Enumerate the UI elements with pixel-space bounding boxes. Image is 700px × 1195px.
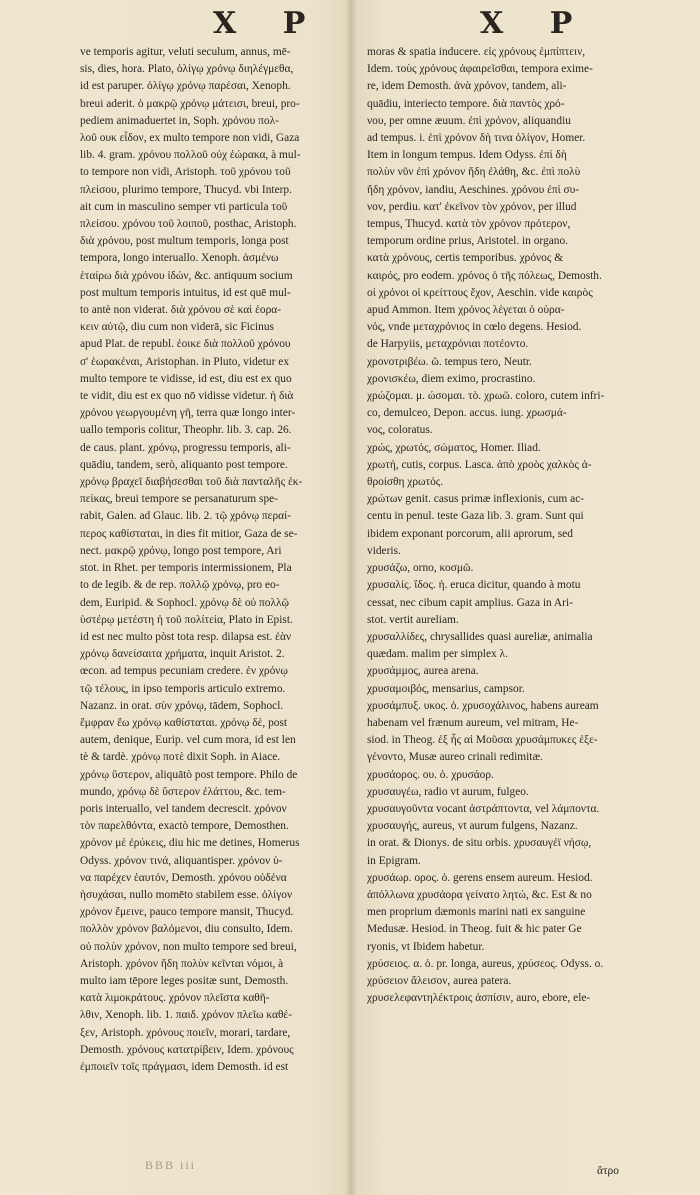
text-line: ryonis, vt Ibidem habetur.	[367, 940, 485, 953]
text-line: Nazanz. in orat. σὺν χρόνῳ, tādem, Sophocl.	[80, 699, 284, 712]
text-line: quædam. malim per simplex λ.	[367, 648, 508, 661]
text-line: tempora, longo interuallo. Xenoph. ἀσμένω	[80, 252, 279, 265]
signature-mark: BBB iii	[145, 1158, 197, 1172]
text-line: πλείσου, plurimo tempore, Thucyd. vbi Interp.	[80, 183, 292, 196]
text-line: χρυσαλίς. ἴδος. ἡ. eruca dicitur, quando à motu	[367, 579, 581, 592]
text-line: œcon. ad tempus pecuniam credere. ἐν χρόνῳ	[80, 665, 288, 678]
text-line: ξεν, Aristoph. χρόνους ποιεῖν, morari, tardare,	[80, 1026, 291, 1039]
text-line: περος καθίσταται, in dies fit mitior, Gaza de se-	[80, 527, 298, 540]
text-line: dem, Euripid. & Sophocl. χρόνῳ δὲ οὐ πολλῷ	[80, 596, 290, 609]
text-line: χρυσάζω, orno, κοσμῶ.	[367, 562, 474, 575]
text-line: χρόνῳ βραχεῖ διαβήσεσθαι τοῦ διὰ πανταλῆς ἐκ-	[80, 476, 303, 489]
text-line: χρυσάμμος, aurea arena.	[367, 665, 479, 678]
running-header-right: X P	[480, 6, 591, 41]
text-line: lib. 4. gram. χρόνου πολλοῦ οὐχ ἑώρακα, à mul-	[80, 149, 301, 162]
text-line: χρόνῳ ὕστερον, aliquātò post tempore. Philo de	[80, 768, 298, 781]
text-line: re, idem Demosth. ἀνὰ χρόνον, tandem, ali-	[367, 80, 567, 93]
text-line: men proprium dæmonis marini nati ex sanguine	[367, 906, 586, 919]
text-line: ἡσυχάσαι, nullo momēto stabilem esse. ὀλίγον	[80, 888, 293, 901]
text-line: ve temporis agitur, veluti seculum, annus, mē-	[80, 46, 291, 58]
text-line: χρύσειον ἄλεισον, aurea patera.	[367, 974, 512, 987]
left-column	[80, 44, 348, 1076]
text-line: χρώτων genit. casus primæ inflexionis, cum ac-	[367, 493, 585, 506]
text-line: to tempore non vidi, Aristoph. τοῦ χρόνου τοῦ	[80, 166, 291, 179]
text-line: ἔμφραν ἕω χρόνῳ καθίσταται. χρόνῳ δὲ, post	[80, 716, 288, 729]
text-line: χρώζομαι. μ. ώσομαι. τὸ. χρωῶ. coloro, cutem infri-	[367, 390, 605, 403]
text-line: χρώς, χρωτός, σώματος, Homer. Iliad.	[367, 441, 541, 454]
text-line: χρόνον ἔμεινε, pauco tempore mansit, Thucyd.	[80, 906, 294, 919]
text-line: de caus. plant. χρόνῳ, progressu temporis, ali-	[80, 441, 291, 454]
text-line: χρύσειος. α. ὁ. pr. longa, aureus, χρύσεος. Odyss. o.	[367, 957, 604, 970]
text-line: cessat, nec cibum capit amplius. Gaza in Ari-	[367, 596, 573, 609]
text-line: quādiu, tandem, serò, aliquanto post tempore.	[80, 458, 288, 471]
running-header-left: X P	[213, 6, 324, 41]
text-line: mundo, χρόνῳ δὲ ὕστερον ἐλάττου, &c. tem-	[80, 785, 286, 798]
text-line: χρωτή, cutis, corpus. Lasca. ἀπὸ χροὸς χαλκὸς ἀ-	[367, 458, 592, 471]
text-line: χρυσάμπυξ. υκος. ὁ. χρυσοχάλινος, habens auream	[367, 699, 599, 712]
text-line: χρυσαυγής, aureus, vt aurum fulgens, Nazanz.	[367, 820, 578, 833]
text-line: ἤδη χρόνον, iandiu, Aeschines. χρόνου ἐπὶ συ-	[367, 183, 580, 196]
text-line: πολλὸν χρόνον βαλόμενοι, diu consulto, Idem.	[80, 923, 293, 936]
text-line: χρόνον μὲ ἐρύκεις, diu hic me detines, Homerus	[80, 837, 300, 850]
text-line: ibidem exponant porcorum, alii aprorum, sed	[367, 527, 573, 540]
text-line: multo iam tēpore leges positæ sunt, Demosth.	[80, 974, 289, 987]
text-line: stot. vertit aureliam.	[367, 613, 459, 626]
text-line: τὸν παρελθόντα, exactò tempore, Demosthen.	[80, 820, 289, 833]
text-line: χρυσαμοιβός, mensarius, campsor.	[367, 682, 525, 695]
text-line: οἱ χρόνοι οἱ κρείττους ἔχον, Aeschin. vide καιρὸς	[367, 286, 593, 299]
text-line: post multum temporis intuitus, id est quē mul-	[80, 286, 291, 299]
text-line: κειν αὐτῷ, diu cum non viderā, sic Ficinus	[80, 321, 274, 334]
text-line: co, demulceo, Depon. accus. iung. χρωσμά-	[367, 407, 567, 420]
text-line: quādiu, interiecto tempore. διὰ παντὸς χρό-	[367, 97, 565, 110]
text-line: te vidit, diu est ex quo nō vidisse videtur. ἡ διὰ	[80, 390, 294, 403]
text-line: breui aderit. ὁ μακρῷ χρόνῳ μάτεισι, breui, pro-	[80, 97, 300, 110]
text-line: stot. in Rhet. per temporis intermissionem, Pla	[80, 562, 292, 575]
text-line: νος, coloratus.	[367, 424, 433, 437]
text-line: ὑστέρῳ μετέστη ἡ τοῦ πολίτεία, Plato in Epist.	[80, 613, 293, 626]
text-line: χρόνῳ δανείσαιτα χρήματα, inquit Aristot. 2.	[80, 648, 285, 661]
text-line: id est paruper. ὀλίγῳ χρόνῳ παρέσαι, Xenoph.	[80, 80, 291, 93]
text-line: χρυσάωρ. ορος. ὁ. gerens ensem aureum. Hesiod.	[367, 871, 593, 884]
text-line: χρόνου γεωργουμένη γῆ, terra quæ longo inter-	[80, 407, 296, 420]
catchword: ἄτρο	[597, 1165, 619, 1177]
text-line: νου, per omne æuum. ἐπὶ χρόνον, aliquandiu	[367, 114, 571, 127]
text-line: poris interuallo, vel tandem decrescit. χρόνον	[80, 802, 287, 815]
text-line: rabit, Galen. ad Glauc. lib. 2. τῷ χρόνῳ περαί-	[80, 510, 291, 523]
text-line: κατὰ λιμοκράτους. χρόνον πλεῖστα καθῆ-	[80, 992, 270, 1005]
text-line: videris.	[367, 544, 401, 557]
text-line: ad tempus. i. ἐπὶ χρόνον δὴ τινα ὀλίγον, Homer.	[367, 132, 586, 145]
text-line: νον, perdiu. κατ' ἐκεῖνον τὸν χρόνον, per illud	[367, 200, 577, 213]
text-line: temporum ordine prius, Aristotel. in organo.	[367, 235, 568, 248]
text-line: nect. μακρῷ χρόνῳ, longo post tempore, Ari	[80, 544, 282, 557]
text-line: habenam vel frænum aureum, vel mitram, He-	[367, 716, 579, 729]
text-line: σ' ἑωρακέναι, Aristophan. in Pluto, videtur ex	[80, 355, 290, 368]
text-line: Medusæ. Hesiod. in Theog. fuit & hic pater Ge	[367, 923, 582, 936]
text-line: id est nec multo pòst tota resp. dilapsa est. ἐὰν	[80, 630, 292, 643]
text-line: apud Plat. de republ. ἐοικε διὰ πολλοῦ χρόνου	[80, 338, 291, 351]
text-line: χρυσαυγοῦντα vocant ἀστράπτοντα, vel λάμποντα.	[367, 802, 600, 815]
text-line: siod. in Theog. ἐξ ἧς αἱ Μοῦσαι χρυσάμπυκες ἐξε-	[367, 734, 598, 747]
text-line: in Epigram.	[367, 854, 421, 867]
text-line: καιρός, pro eodem. χρόνος ὁ τῆς πόλεως, Demosth.	[367, 269, 602, 282]
text-line: διὰ χρόνου, post multum temporis, longa post	[80, 235, 289, 248]
text-line: χρυσάορος. ου. ὁ. χρυσάορ.	[367, 768, 494, 781]
text-line: uallo temporis colitur, Theophr. lib. 3. cap. 26.	[80, 424, 292, 437]
text-line: to de legib. & de rep. πολλῷ χρόνῳ, pro eo-	[80, 579, 280, 592]
text-line: οὐ πολὺν χρόνον, non multo tempore sed breui,	[80, 940, 297, 953]
text-line: κατὰ χρόνους, certis temporibus. χρόνος &	[367, 252, 564, 265]
text-line: λθιν, Xenoph. lib. 1. παιδ. χρόνον πλεῖω καθέ-	[80, 1009, 292, 1022]
text-line: χρυσαλλίδες, chrysallides quasi aureliæ, animalia	[367, 630, 593, 643]
text-line: νός, vnde μεταχρόνιος in cœlo degens. Hesiod.	[367, 321, 582, 334]
right-column	[367, 44, 632, 1007]
text-line: χρονοτριβέω. ῶ. tempus tero, Neutr.	[367, 355, 532, 368]
text-line: Odyss. χρόνον τινά, aliquantisper. χρόνον ὑ-	[80, 854, 283, 867]
text-line: Demosth. χρόνους κατατρίβειν, Idem. χρόνους	[80, 1043, 294, 1056]
text-line: χρυσελεφαντηλέκτροις ἀσπίσιν, auro, ebore, ele-	[367, 992, 591, 1005]
text-line: πείκας, breui tempore se persanaturum spe-	[80, 493, 278, 506]
text-line: sis, dies, hora. Plato, ὀλίγῳ χρόνῳ διηλέγμεθα,	[80, 63, 294, 76]
text-line: moras & spatia inducere. εἰς χρόνους ἐμπίπτειν,	[367, 46, 586, 58]
text-line: γένοντο, Musæ aureo crinali redimitæ.	[367, 751, 543, 764]
text-line: πολὺν νῦν ἐπὶ χρόνον ἤδη ἐλάθη, &c. ἐπὶ πολὺ	[367, 166, 581, 179]
text-line: πλείσου. χρόνου τοῦ λοιποῦ, posthac, Aristoph.	[80, 218, 297, 231]
text-line: τῷ τέλους, in ipso temporis articulo extremo.	[80, 682, 286, 695]
text-line: λοῦ ουκ εἶδον, ex multo tempore non vidi, Gaza	[80, 132, 300, 145]
text-line: centu in penul. teste Gaza lib. 3. gram. Sunt qui	[367, 510, 584, 523]
text-line: tempus, Thucyd. κατὰ τὸν χρόνον πρότερον,	[367, 218, 571, 231]
text-line: Item in longum tempus. Idem Odyss. ἐπὶ δὴ	[367, 149, 567, 162]
text-line: tè & tardè. χρόνῳ ποτὲ dixit Soph. in Aiace.	[80, 751, 281, 764]
text-line: Aristoph. χρόνον ἤδη πολὺν κεῖνται νόμοι, à	[80, 957, 284, 970]
text-line: χρυσαυγέω, radio vt aurum, fulgeo.	[367, 785, 529, 798]
text-line: pediem animaduertet in, Soph. χρόνου πολ-	[80, 114, 279, 127]
text-line: ἀπόλλωνα χρυσάορα γείνατο λητώ, &c. Est & no	[367, 888, 592, 901]
text-line: ἑταίρω διὰ χρόνου ἰδών, &c. antiquum socium	[80, 269, 293, 282]
text-line: ἐμποιεῖν τοῖς πράγμασι, idem Demosth. id est	[80, 1060, 289, 1073]
text-line: to antè non viderat. διὰ χρόνου σὲ καὶ ἑορα-	[80, 304, 282, 317]
text-line: multo tempore te vidisse, id est, diu est ex quo	[80, 372, 292, 385]
text-line: Idem. τοὺς χρόνους ἀφαιρεῖσθαι, tempora exime-	[367, 63, 593, 76]
text-line: in orat. & Dionys. de situ orbis. χρυσαυγέϊ νήσῳ,	[367, 837, 592, 850]
text-line: ait cum in masculino semper vti particula τοῦ	[80, 200, 288, 213]
text-line: χρονισκέω, diem eximo, procrastino.	[367, 372, 536, 385]
text-line: apud Ammon. Item χρόνος λέγεται ὁ οὐρα-	[367, 304, 565, 317]
text-line: να παρέχεν ἑαυτόν, Demosth. χρόνου οὐδένα	[80, 871, 287, 884]
text-line: θροίσθη χρωτός.	[367, 476, 444, 489]
text-line: de Harpyiis, μεταχρόνιαι ποτέοντο.	[367, 338, 529, 351]
text-line: autem, denique, Eurip. vel cum mora, id est len	[80, 734, 296, 747]
